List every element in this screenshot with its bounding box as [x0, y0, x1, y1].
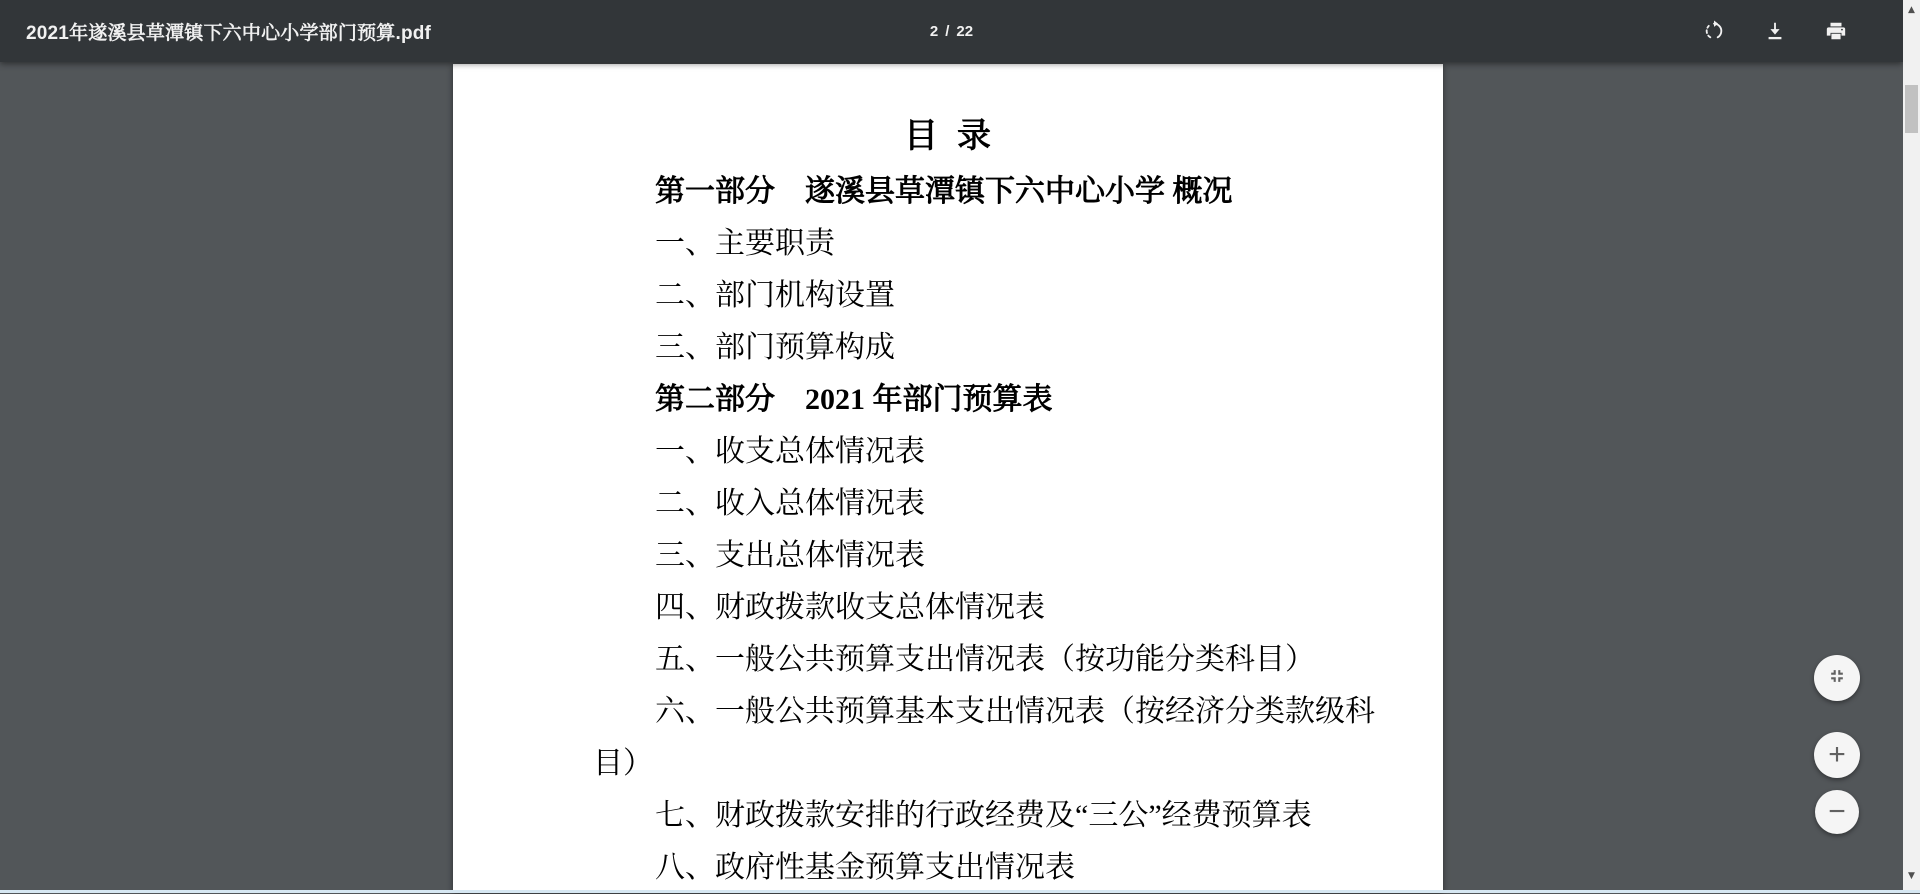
- toc-line: 二、收入总体情况表: [655, 487, 925, 520]
- download-button[interactable]: [1763, 19, 1787, 43]
- toolbar-actions: [1702, 0, 1848, 62]
- document-filename: 2021年遂溪县草潭镇下六中心小学部门预算.pdf: [26, 22, 432, 44]
- document-toc-title: 目 录: [904, 118, 992, 155]
- toc-line: 目）: [593, 747, 653, 780]
- toc-line: 第二部分 2021 年部门预算表: [655, 383, 1053, 416]
- fit-to-page-button[interactable]: [1814, 655, 1860, 701]
- page-total: 22: [956, 22, 974, 40]
- toc-line: 五、一般公共预算支出情况表（按功能分类科目）: [655, 643, 1315, 676]
- scrollbar-thumb[interactable]: [1905, 85, 1918, 133]
- vertical-scrollbar[interactable]: [1903, 0, 1920, 893]
- toc-line: 一、收支总体情况表: [655, 435, 925, 468]
- toc-line: 一、主要职责: [655, 227, 835, 260]
- page-number-input[interactable]: 2: [929, 22, 939, 40]
- zoom-in-button[interactable]: [1814, 732, 1860, 778]
- zoom-out-icon: −: [1828, 795, 1846, 828]
- zoom-out-button[interactable]: [1815, 790, 1859, 834]
- pdf-page: [453, 64, 1443, 893]
- page-separator: /: [945, 22, 950, 40]
- scroll-up-arrow-icon[interactable]: ▲: [1908, 5, 1915, 15]
- toc-line: 八、政府性基金预算支出情况表: [655, 851, 1075, 884]
- print-button[interactable]: [1824, 19, 1848, 43]
- table-of-contents: [453, 166, 1443, 894]
- pdf-toolbar: [0, 0, 1903, 62]
- rotate-icon: [1703, 20, 1725, 42]
- toc-line: 六、一般公共预算基本支出情况表（按经济分类款级科: [655, 695, 1375, 728]
- toc-line: 三、部门预算构成: [655, 331, 895, 364]
- toc-line: 四、财政拨款收支总体情况表: [655, 591, 1045, 624]
- page-indicator: [930, 0, 973, 62]
- zoom-in-icon: +: [1828, 738, 1846, 771]
- toc-line: 第一部分 遂溪县草潭镇下六中心小学 概况: [655, 175, 1233, 208]
- download-icon: [1764, 20, 1786, 42]
- toc-line: 二、部门机构设置: [655, 279, 895, 312]
- toc-line: 三、支出总体情况表: [655, 539, 925, 572]
- toc-line: 七、财政拨款安排的行政经费及“三公”经费预算表: [655, 799, 1312, 832]
- print-icon: [1825, 20, 1847, 42]
- scroll-down-arrow-icon[interactable]: ▼: [1908, 871, 1915, 881]
- fit-to-page-icon: [1827, 666, 1847, 690]
- rotate-button[interactable]: [1702, 19, 1726, 43]
